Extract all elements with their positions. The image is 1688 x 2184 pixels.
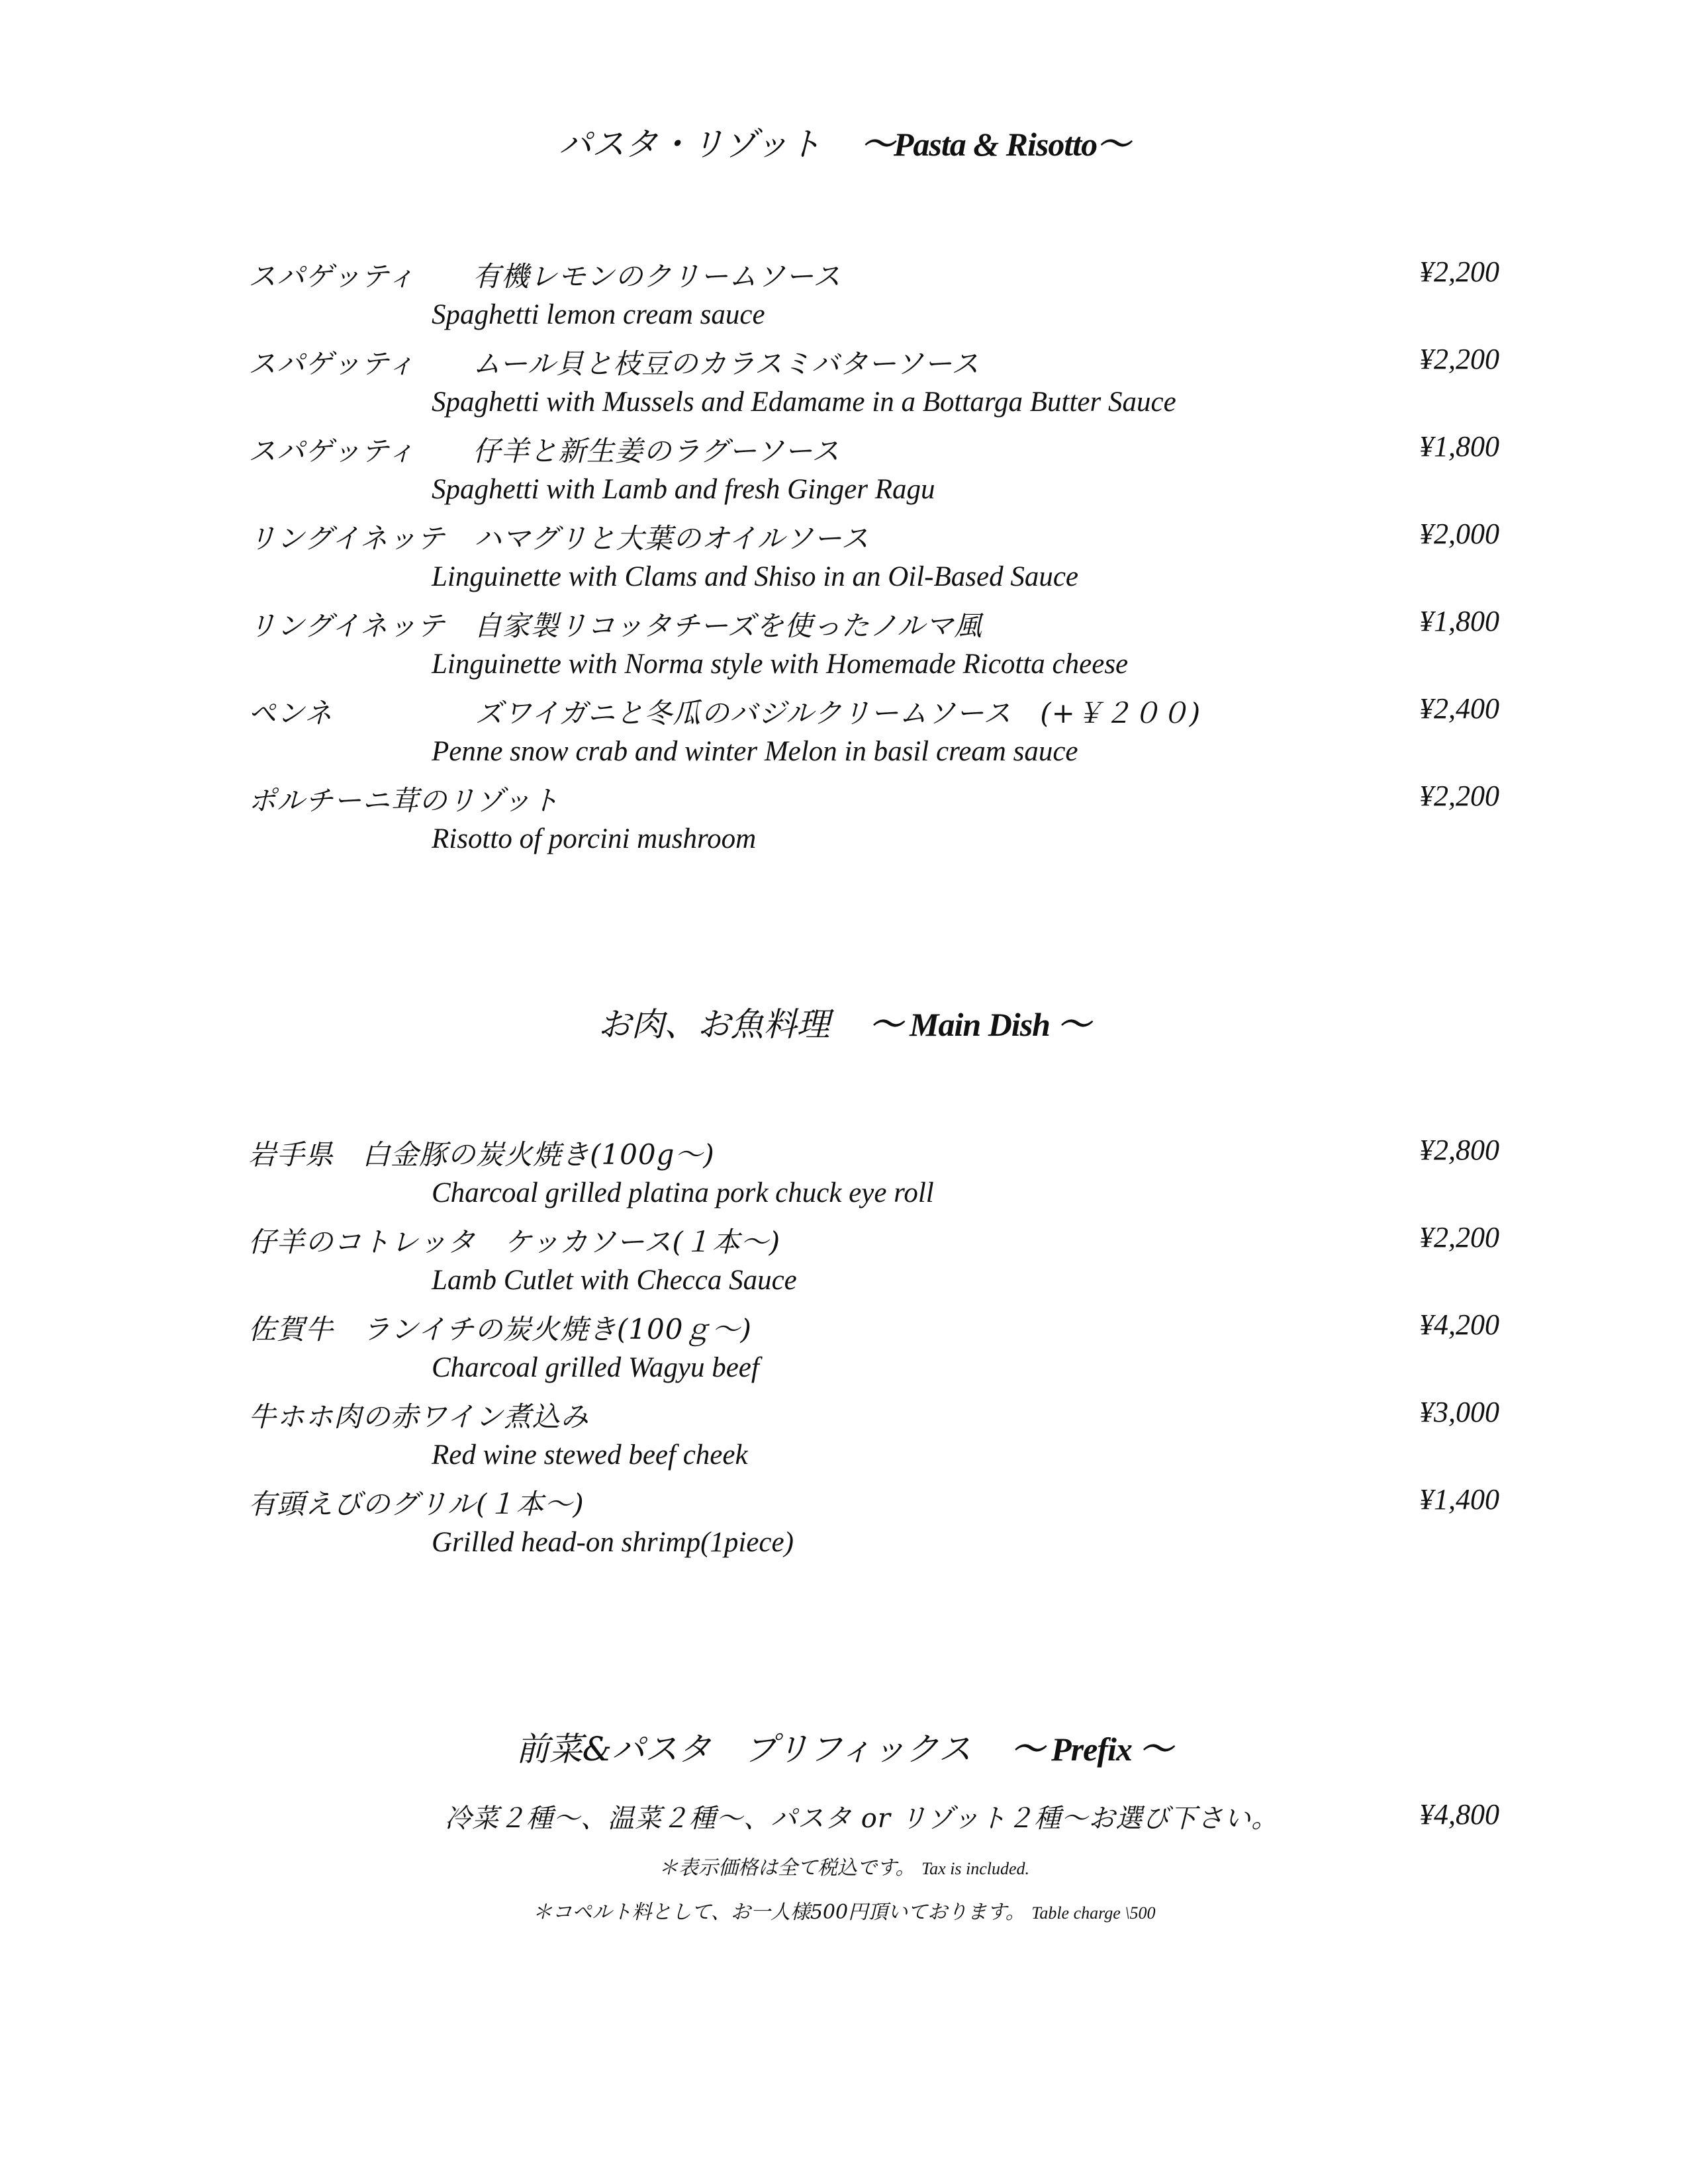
menu-item-price: ¥2,000 <box>1419 518 1499 550</box>
menu-item-jp: 佐賀牛 ランイチの炭火焼き(100ｇ～) <box>248 1313 752 1345</box>
table-charge-note <box>0 1895 1688 1925</box>
menu-item-jp: リングイネッテ ハマグリと大葉のオイルソース <box>248 522 870 555</box>
menu-item-en: Red wine stewed beef cheek <box>432 1439 748 1471</box>
main-section-title <box>0 998 1688 1046</box>
menu-item-jp: スパゲッティ 仔羊と新生姜のラグーソース <box>248 435 841 467</box>
menu-item-price: ¥4,200 <box>1419 1308 1499 1341</box>
menu-item <box>0 430 1688 516</box>
menu-item <box>0 342 1688 428</box>
menu-item-en: Linguinette with Norma style with Homemade Ricotta cheese <box>432 649 1129 680</box>
menu-item-price: ¥2,200 <box>1419 255 1499 288</box>
menu-item <box>0 1395 1688 1481</box>
menu-item-en: Charcoal grilled Wagyu beef <box>432 1352 759 1383</box>
menu-item <box>0 1133 1688 1219</box>
menu-item <box>0 692 1688 778</box>
table-charge-note-jp: ＊コペルト料として、お一人様500円頂いております。 <box>532 1901 1025 1924</box>
menu-item-en: Spaghetti lemon cream sauce <box>432 299 765 330</box>
menu-item-price: ¥2,200 <box>1419 343 1499 375</box>
prefix-title-en: ～ Prefix ～ <box>1011 1731 1172 1768</box>
main-title-en: ～ Main Dish ～ <box>869 1006 1090 1043</box>
menu-item-en: Grilled head-on shrimp(1piece) <box>432 1527 794 1558</box>
main-title-jp: お肉、お魚料理 <box>598 1005 830 1044</box>
pasta-title-jp: パスタ・リゾット <box>558 125 821 163</box>
prefix-price: ¥4,800 <box>1419 1798 1499 1831</box>
prefix-description: 冷菜２種～、温菜２種～、パスタ or リゾット２種～お選び下さい。 <box>445 1803 1279 1834</box>
prefix-section-title <box>0 1723 1688 1770</box>
menu-item-en: Spaghetti with Lamb and fresh Ginger Ragu <box>432 474 935 505</box>
menu-item-en: Linguinette with Clams and Shiso in an Oil-Based Sauce <box>432 561 1079 592</box>
pasta-title-en: ～Pasta & Risotto～ <box>861 126 1130 163</box>
menu-item-jp: 牛ホホ肉の赤ワイン煮込み <box>248 1400 589 1433</box>
menu-item <box>0 779 1688 865</box>
menu-item <box>0 1308 1688 1394</box>
menu-item <box>0 1220 1688 1306</box>
tax-note-en: Tax is included. <box>921 1859 1030 1878</box>
table-charge-note-en: Table charge \500 <box>1031 1903 1156 1923</box>
menu-item-en: Lamb Cutlet with Checca Sauce <box>432 1265 797 1296</box>
menu-item-price: ¥2,200 <box>1419 1221 1499 1253</box>
prefix-title-jp: 前菜&パスタ プリフィックス <box>516 1730 972 1768</box>
menu-item-price: ¥1,800 <box>1419 430 1499 463</box>
menu-item-price: ¥2,800 <box>1419 1134 1499 1166</box>
tax-note-jp: ＊表示価格は全て税込です。 <box>658 1856 915 1880</box>
menu-item-jp: スパゲッティ 有機レモンのクリームソース <box>248 260 841 293</box>
tax-note <box>0 1851 1688 1880</box>
menu-item-jp: 仔羊のコトレッタ ケッカソース(１本～) <box>248 1226 781 1258</box>
menu-item-en: Penne snow crab and winter Melon in basil cream sauce <box>432 736 1078 767</box>
menu-item-price: ¥1,800 <box>1419 605 1499 637</box>
menu-item-price: ¥3,000 <box>1419 1396 1499 1428</box>
menu-item-jp: ペンネ ズワイガニと冬瓜のバジルクリームソース (+￥２００) <box>248 697 1201 729</box>
menu-item-jp: ポルチーニ茸のリゾット <box>248 784 560 817</box>
menu-item <box>0 255 1688 341</box>
menu-item-en: Charcoal grilled platina pork chuck eye roll <box>432 1177 934 1208</box>
menu-item-jp: 岩手県 白金豚の炭火焼き(100g～) <box>248 1138 715 1171</box>
menu-item-jp: リングイネッテ 自家製リコッタチーズを使ったノルマ風 <box>248 610 983 642</box>
menu-item-price: ¥2,400 <box>1419 692 1499 725</box>
pasta-section-title <box>0 118 1688 165</box>
menu-item-en: Spaghetti with Mussels and Edamame in a Bottarga Butter Sauce <box>432 387 1176 418</box>
menu-item <box>0 517 1688 603</box>
menu-item <box>0 1482 1688 1569</box>
menu-item <box>0 604 1688 690</box>
menu-item-price: ¥2,200 <box>1419 780 1499 812</box>
menu-item-jp: 有頭えびのグリル(１本～) <box>248 1488 585 1520</box>
menu-item-jp: スパゲッティ ムール貝と枝豆のカラスミバターソース <box>248 347 980 380</box>
menu-item-en: Risotto of porcini mushroom <box>432 823 757 854</box>
menu-item-price: ¥1,400 <box>1419 1483 1499 1516</box>
